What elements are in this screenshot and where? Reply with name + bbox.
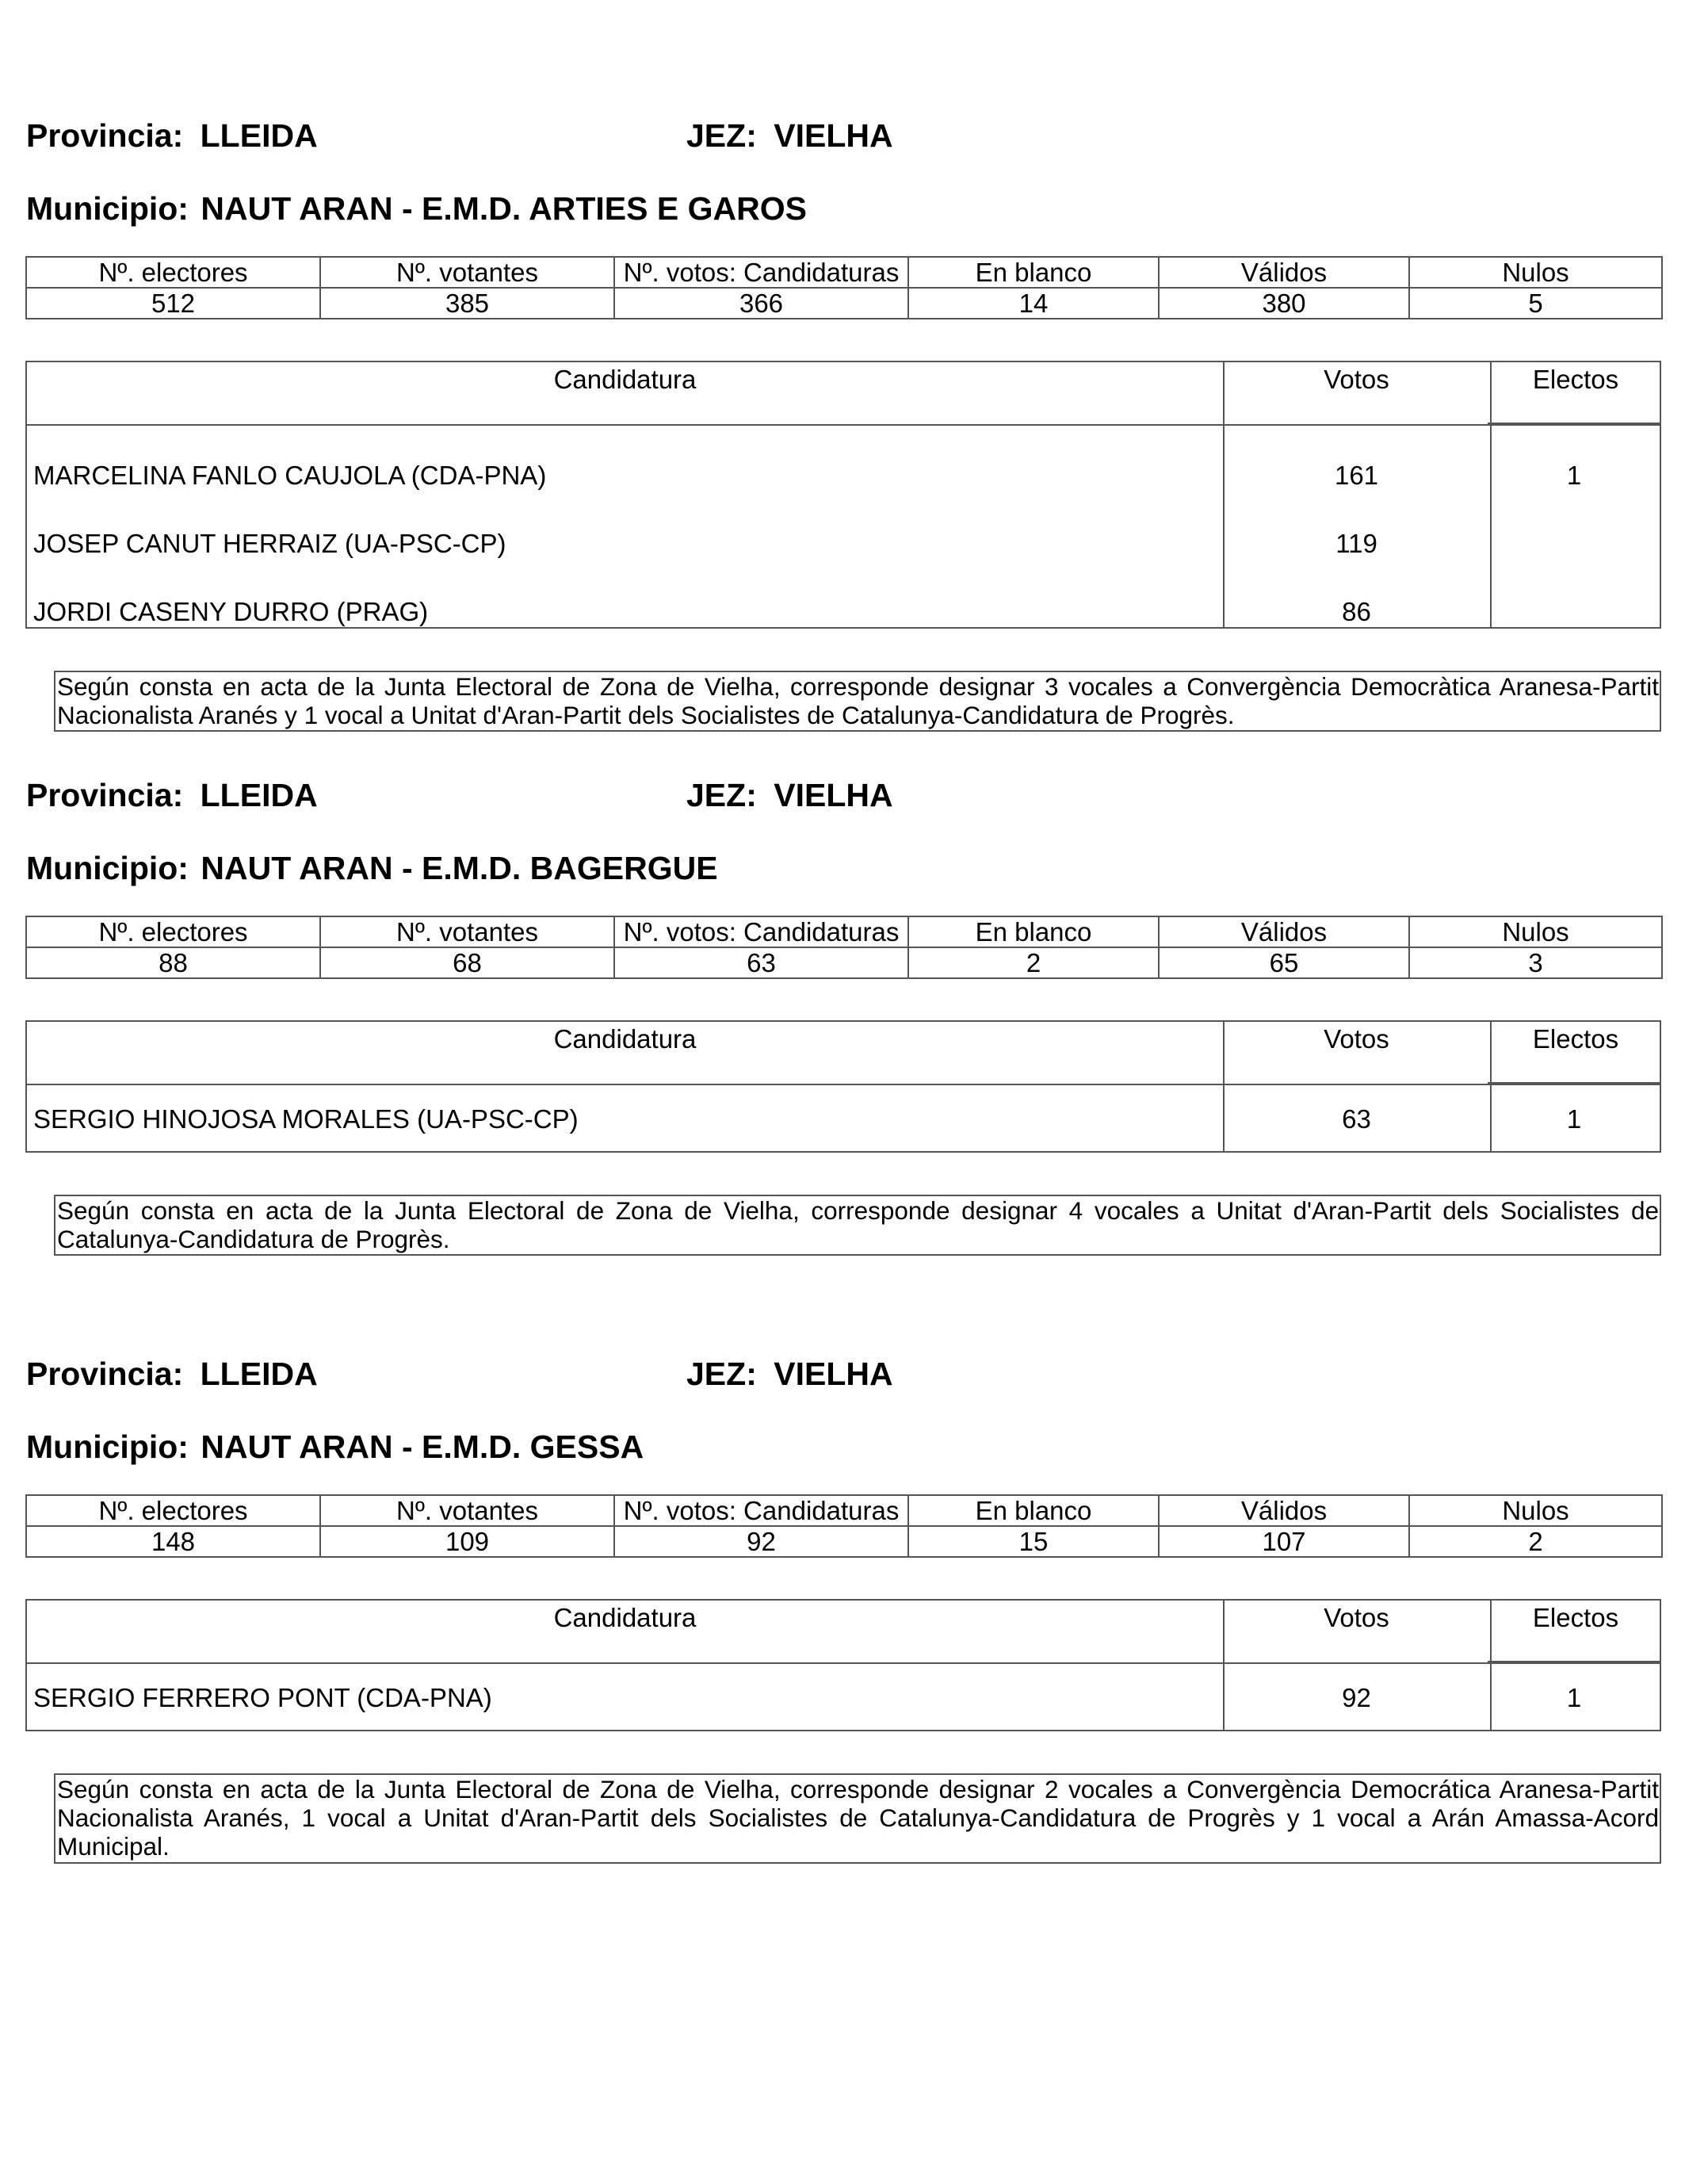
jez-line bbox=[686, 117, 893, 155]
stats-value-row bbox=[26, 288, 1662, 319]
municipio-value: NAUT ARAN - E.M.D. GESSA bbox=[201, 1429, 644, 1465]
jez-value: VIELHA bbox=[774, 777, 893, 813]
stats-header: Nº. electores bbox=[26, 1495, 320, 1526]
candidates-table bbox=[25, 361, 1661, 629]
candidate-row bbox=[27, 1085, 1660, 1153]
stats-value: 2 bbox=[908, 947, 1159, 978]
stats-value: 15 bbox=[908, 1526, 1159, 1557]
municipio-line bbox=[26, 190, 807, 228]
candidatura-header: Candidatura bbox=[553, 1603, 697, 1632]
stats-value: 107 bbox=[1159, 1526, 1409, 1557]
provincia-line bbox=[26, 117, 318, 155]
stats-table bbox=[25, 1494, 1663, 1558]
stats-header: Válidos bbox=[1159, 1495, 1409, 1526]
provincia-label: Provincia: bbox=[26, 117, 184, 154]
candidate-electos: 1 bbox=[1566, 1683, 1582, 1712]
stats-header: Válidos bbox=[1159, 916, 1409, 947]
electos-header: Electos bbox=[1532, 1603, 1619, 1632]
provincia-value: LLEIDA bbox=[200, 1356, 318, 1392]
stats-value: 92 bbox=[614, 1526, 908, 1557]
stats-value: 148 bbox=[26, 1526, 320, 1557]
stats-header: Nº. votos: Candidaturas bbox=[614, 916, 908, 947]
provincia-value: LLEIDA bbox=[200, 117, 318, 154]
stats-value: 14 bbox=[908, 288, 1159, 319]
stats-table bbox=[25, 256, 1663, 319]
stats-header: Nº. votantes bbox=[320, 257, 614, 288]
provincia-label: Provincia: bbox=[26, 777, 184, 813]
jez-line bbox=[686, 777, 893, 814]
designation-note: Según consta en acta de la Junta Electoral de Zona de Vielha, corresponde designar 2 vocales a Convergència Democrática Aranesa-Partit Nacionalista Aranés, 1 vocal a Unitat d'Aran-Partit dels Socialistes de Catalunya-Candidatura de Progrès y 1 vocal a Arán Amassa-Acord Municipal. bbox=[54, 1773, 1661, 1864]
stats-header: Nº. votos: Candidaturas bbox=[614, 257, 908, 288]
municipio-line bbox=[26, 850, 718, 887]
candidate-electos: 1 bbox=[1566, 1104, 1582, 1134]
stats-value: 68 bbox=[320, 947, 614, 978]
stats-value: 65 bbox=[1159, 947, 1409, 978]
stats-header-row bbox=[26, 257, 1662, 288]
candidate-electos: 1 bbox=[1566, 461, 1582, 490]
stats-header: Nº. votantes bbox=[320, 1495, 614, 1526]
jez-value: VIELHA bbox=[774, 1356, 893, 1392]
provincia-value: LLEIDA bbox=[200, 777, 318, 813]
votos-header: Votos bbox=[1324, 365, 1389, 394]
provincia-line bbox=[26, 777, 318, 814]
stats-value: 380 bbox=[1159, 288, 1409, 319]
candidates-table bbox=[25, 1020, 1661, 1153]
candidate-votos: 161 bbox=[1334, 461, 1379, 490]
candidate-votos: 119 bbox=[1335, 529, 1377, 558]
electos-header: Electos bbox=[1532, 1024, 1619, 1054]
jez-line bbox=[686, 1356, 893, 1393]
votos-header: Votos bbox=[1324, 1603, 1389, 1632]
stats-header: En blanco bbox=[908, 916, 1159, 947]
candidate-name: SERGIO FERRERO PONT (CDA-PNA) bbox=[33, 1683, 492, 1712]
jez-label: JEZ: bbox=[686, 777, 757, 813]
stats-table bbox=[25, 916, 1663, 979]
candidate-name: JORDI CASENY DURRO (PRAG) bbox=[33, 597, 429, 626]
candidate-name: JOSEP CANUT HERRAIZ (UA-PSC-CP) bbox=[33, 529, 506, 558]
stats-header: Nº. electores bbox=[26, 257, 320, 288]
candidate-row bbox=[27, 578, 1660, 646]
provincia-line bbox=[26, 1356, 318, 1393]
stats-header: Nº. electores bbox=[26, 916, 320, 947]
stats-value: 88 bbox=[26, 947, 320, 978]
stats-header-row bbox=[26, 1495, 1662, 1526]
municipio-value: NAUT ARAN - E.M.D. BAGERGUE bbox=[201, 850, 718, 886]
stats-header: Nº. votos: Candidaturas bbox=[614, 1495, 908, 1526]
candidate-name: SERGIO HINOJOSA MORALES (UA-PSC-CP) bbox=[33, 1104, 579, 1134]
stats-value: 366 bbox=[614, 288, 908, 319]
candidatura-header: Candidatura bbox=[553, 365, 697, 394]
candidatura-header: Candidatura bbox=[553, 1024, 697, 1054]
stats-header: En blanco bbox=[908, 257, 1159, 288]
stats-value: 3 bbox=[1409, 947, 1662, 978]
jez-value: VIELHA bbox=[774, 117, 893, 154]
stats-header: En blanco bbox=[908, 1495, 1159, 1526]
candidate-row bbox=[27, 442, 1660, 510]
municipio-value: NAUT ARAN - E.M.D. ARTIES E GAROS bbox=[201, 190, 807, 227]
municipio-line bbox=[26, 1429, 644, 1466]
stats-header: Válidos bbox=[1159, 257, 1409, 288]
stats-value-row bbox=[26, 947, 1662, 978]
candidate-votos: 92 bbox=[1342, 1683, 1371, 1712]
electos-header: Electos bbox=[1532, 365, 1619, 394]
candidates-table bbox=[25, 1599, 1661, 1731]
candidate-votos: 63 bbox=[1342, 1104, 1371, 1134]
candidate-row bbox=[27, 510, 1660, 578]
stats-header: Nulos bbox=[1409, 916, 1662, 947]
stats-value: 5 bbox=[1409, 288, 1662, 319]
stats-value: 109 bbox=[320, 1526, 614, 1557]
stats-header-row bbox=[26, 916, 1662, 947]
stats-value: 63 bbox=[614, 947, 908, 978]
candidate-row bbox=[27, 1664, 1660, 1732]
stats-value: 512 bbox=[26, 288, 320, 319]
municipio-label: Municipio: bbox=[26, 1429, 189, 1465]
stats-header: Nº. votantes bbox=[320, 916, 614, 947]
jez-label: JEZ: bbox=[686, 117, 757, 154]
votos-header: Votos bbox=[1324, 1024, 1389, 1054]
stats-header: Nulos bbox=[1409, 1495, 1662, 1526]
jez-label: JEZ: bbox=[686, 1356, 757, 1392]
candidate-name: MARCELINA FANLO CAUJOLA (CDA-PNA) bbox=[33, 461, 547, 490]
candidate-votos: 86 bbox=[1342, 597, 1371, 626]
municipio-label: Municipio: bbox=[26, 850, 189, 886]
designation-note: Según consta en acta de la Junta Electoral de Zona de Vielha, corresponde designar 4 vocales a Unitat d'Aran-Partit dels Socialistes de Catalunya-Candidatura de Progrès. bbox=[54, 1195, 1661, 1256]
provincia-label: Provincia: bbox=[26, 1356, 184, 1392]
stats-value: 385 bbox=[320, 288, 614, 319]
stats-value-row bbox=[26, 1526, 1662, 1557]
stats-value: 2 bbox=[1409, 1526, 1662, 1557]
stats-header: Nulos bbox=[1409, 257, 1662, 288]
designation-note: Según consta en acta de la Junta Electoral de Zona de Vielha, corresponde designar 3 vocales a Convergència Democràtica Aranesa-Partit Nacionalista Aranés y 1 vocal a Unitat d'Aran-Partit dels Socialistes de Catalunya-Candidatura de Progrès. bbox=[54, 671, 1661, 732]
municipio-label: Municipio: bbox=[26, 190, 189, 227]
